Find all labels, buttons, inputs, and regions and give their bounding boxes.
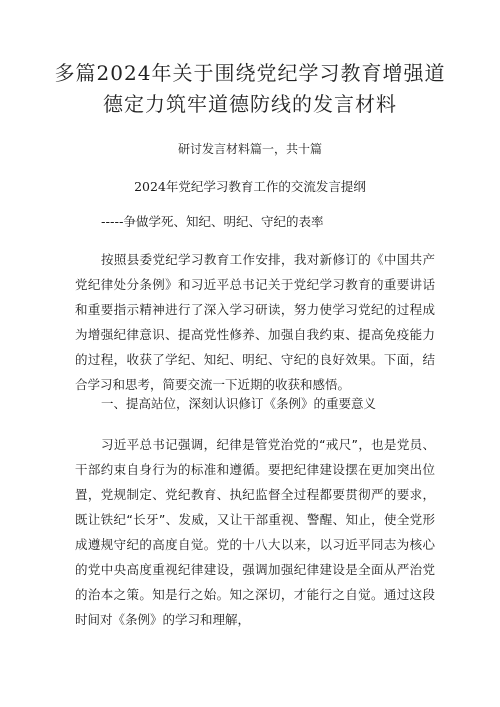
document-title-line-2: 德定力筑牢道德防线的发言材料 bbox=[103, 92, 397, 116]
section-heading-1: 一、提高站位，深刻认识修订《条例》的重要意义 bbox=[101, 396, 377, 411]
speech-tagline: -----争做学死、知纪、明纪、守纪的表率 bbox=[101, 214, 324, 229]
document-title-line-1: 多篇2024年关于围绕党纪学习教育增强道 bbox=[54, 61, 446, 85]
intro-paragraph: 按照县委党纪学习教育工作安排，我对新修订的《中国共产党纪律处分条例》和习近平总书记关于党纪学习教育的重要讲话和重要指示精神进行了深入学习研读，努力使学习党纪的过程成为增强纪律意识、提高党性修养、加强自我约束、提高免疫能力的过程，收获了学纪、知纪、明纪、守纪的良好效果。下面，结合学习和思考，简要交流一下近期的收获和感悟。 bbox=[75, 252, 435, 392]
speech-heading: 2024年党纪学习教育工作的交流发言提纲 bbox=[134, 179, 366, 194]
body-paragraph-1: 习近平总书记强调，纪律是管党治党的“戒尺”，也是党员、干部约束自身行为的标准和遵循。要把纪律建设摆在更加突出位置，党规制定、党纪教育、执纪监督全过程都要贯彻严的要求，既让铁纪“长牙”、发威，又让干部重视、警醒、知止，使全党形成遵规守纪的高度自觉。党的十八大以来，以习近平同志为核心的党中央高度重视纪律建设，强调加强纪律建设是全面从严治党的治本之策。知是行之始。知之深切，才能行之自觉。通过这段时间对《条例》的学习和理解， bbox=[75, 437, 435, 627]
document-subtitle: 研讨发言材料篇一，共十篇 bbox=[177, 142, 322, 156]
